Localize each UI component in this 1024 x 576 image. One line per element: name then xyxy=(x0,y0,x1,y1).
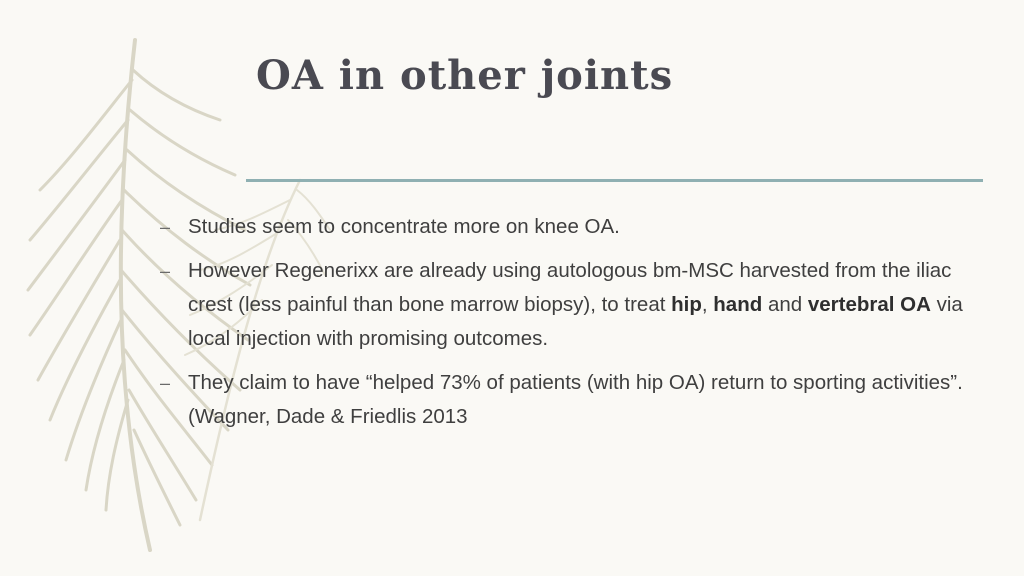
title-divider xyxy=(246,179,983,182)
bullet-separator: , xyxy=(701,293,714,316)
bullet-text-mid: and xyxy=(762,293,808,316)
bullet-item xyxy=(160,210,1000,244)
bullet-text: However Regenerixx are already using autologous bm-MSC harvested from the iliac crest (less painful than bone marrow biopsy), to treat xyxy=(188,259,952,316)
bullet-dash: – xyxy=(160,261,171,281)
bullet-list xyxy=(160,210,1000,444)
bullet-text: They claim to have “helped 73% of patients (with hip OA) return to sporting activities”. (Wagner, Dade & Friedlis 2013 xyxy=(188,371,963,428)
slide-title: OA in other joints xyxy=(256,52,674,99)
bullet-dash: – xyxy=(160,373,171,393)
bold-vertebral-oa: vertebral OA xyxy=(807,293,931,316)
bullet-item xyxy=(160,366,1000,434)
bullet-text: Studies seem to concentrate more on knee OA. xyxy=(188,215,620,238)
bold-hip: hip xyxy=(671,293,702,316)
bold-hand: hand xyxy=(713,293,763,316)
bullet-dash: – xyxy=(160,217,171,237)
bullet-text-end: via local injection with promising outcomes. xyxy=(188,293,963,350)
bullet-item xyxy=(160,254,1000,356)
